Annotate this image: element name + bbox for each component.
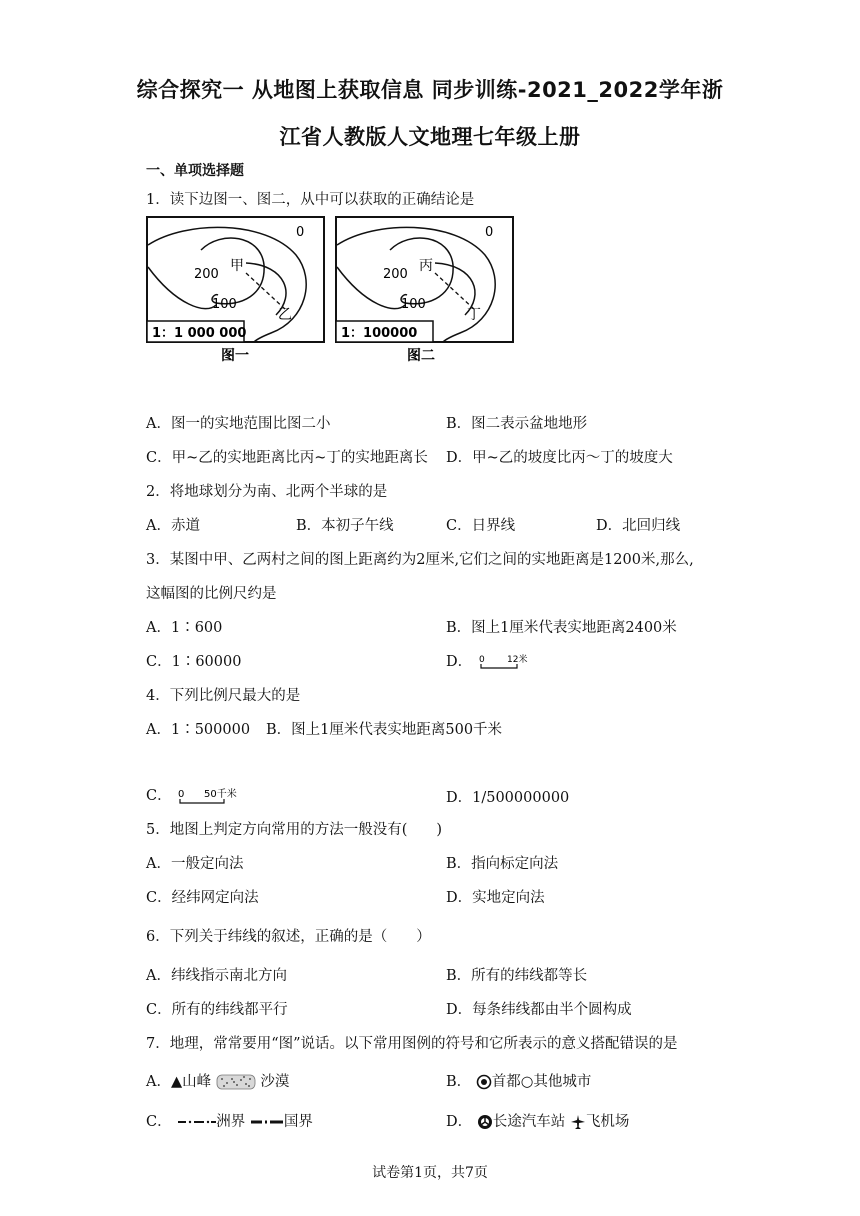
q5-option-c[interactable]: C．经纬网定向法	[146, 890, 259, 906]
q6-option-c[interactable]: C．所有的纬线都平行	[146, 1002, 288, 1018]
q7-option-a-label: A．	[146, 1074, 171, 1090]
q3-option-c[interactable]: C．1∶60000	[146, 654, 242, 670]
q6-option-d[interactable]: D．每条纬线都由半个圆构成	[446, 1002, 632, 1018]
q7-option-d-label: D．	[446, 1114, 473, 1130]
q5-stem: 5．地图上判定方向常用的方法一般没有( )	[146, 822, 443, 838]
q4-option-c-label: C．	[146, 788, 172, 804]
title-line-1: 综合探究一 从地图上获取信息 同步训练-2021_2022学年浙	[136, 78, 724, 102]
q2-option-c[interactable]: C．日界线	[446, 518, 516, 534]
fig1-label-100: 100	[212, 297, 237, 312]
airport-label: 飞机场	[585, 1114, 630, 1130]
fig2-label-200: 200	[383, 267, 408, 282]
q5-option-b[interactable]: B．指向标定向法	[446, 856, 559, 872]
section-heading: 一、单项选择题	[146, 163, 244, 179]
q3-option-a[interactable]: A．1∶600	[146, 620, 223, 636]
q2-option-b[interactable]: B．本初子午线	[296, 518, 394, 534]
q4-option-d[interactable]: D．1/500000000	[446, 790, 570, 806]
q4-stem: 4．下列比例尺最大的是	[146, 688, 301, 704]
fig1-scale: 1：1 000 000	[152, 326, 247, 341]
q1-figure-2	[335, 215, 515, 365]
q3-option-d[interactable]	[446, 650, 537, 671]
capital-icon	[476, 1074, 492, 1090]
q1-option-d[interactable]: D．甲~乙的坡度比丙～丁的坡度大	[446, 450, 673, 466]
fig2-label-100: 100	[401, 297, 426, 312]
q4-scale-bar-zero: 0	[178, 789, 185, 800]
q2-option-a[interactable]: A．赤道	[146, 518, 200, 534]
continent-boundary-label: 洲界	[216, 1114, 246, 1130]
q4-scale-bar	[176, 787, 248, 805]
q3-option-d-label: D．	[446, 654, 473, 670]
q6-stem: 6．下列关于纬线的叙述，正确的是（ ）	[146, 929, 431, 945]
q6-option-a[interactable]: A．纬线指示南北方向	[146, 968, 287, 984]
desert-icon	[216, 1073, 256, 1091]
fig1-label-zero: 0	[296, 225, 305, 240]
q3-stem-line-2: 这幅图的比例尺约是	[146, 586, 277, 602]
fig1-point-yi: 乙	[278, 307, 292, 323]
desert-label: 沙漠	[260, 1074, 290, 1090]
fig1-caption: 图一	[221, 348, 249, 364]
capital-label: 首都	[491, 1074, 521, 1090]
fig1-label-200: 200	[194, 267, 219, 282]
q3-option-b[interactable]: B．图上1厘米代表实地距离2400米	[446, 620, 677, 636]
country-boundary-label: 国界	[283, 1114, 313, 1130]
other-city-label: ○其他城市	[520, 1074, 592, 1090]
q7-option-a[interactable]	[146, 1070, 289, 1091]
q1-option-c[interactable]: C．甲~乙的实地距离比丙~丁的实地距离长	[146, 450, 428, 466]
country-boundary-icon	[250, 1117, 284, 1127]
q7-option-d[interactable]	[446, 1110, 629, 1131]
q2-option-d[interactable]: D．北回归线	[596, 518, 681, 534]
q4-option-c[interactable]	[146, 784, 248, 805]
mountain-peak-label: ▲山峰	[170, 1074, 212, 1090]
q1-figure-1	[146, 215, 326, 365]
fig2-scale: 1：100000	[341, 326, 418, 341]
q1-option-a[interactable]: A．图一的实地范围比图二小	[146, 416, 331, 432]
q7-option-b[interactable]	[446, 1070, 591, 1091]
q7-option-c[interactable]	[146, 1110, 313, 1131]
q1-option-b[interactable]: B．图二表示盆地地形	[446, 416, 588, 432]
q5-option-d[interactable]: D．实地定向法	[446, 890, 545, 906]
fig2-point-bing: 丙	[419, 258, 433, 274]
airport-icon	[570, 1114, 586, 1130]
q7-stem: 7．地理，常常要用“图”说话。以下常用图例的符号和它所表示的意义搭配错误的是	[146, 1036, 678, 1052]
q3-stem-line-1: 3．某图中甲、乙两村之间的图上距离约为2厘米,它们之间的实地距离是1200米,那么,	[146, 552, 694, 568]
continent-boundary-icon	[176, 1117, 216, 1127]
fig1-point-jia: 甲	[230, 258, 244, 274]
bus-station-icon	[477, 1114, 493, 1130]
page-footer: 试卷第1页，共7页	[372, 1165, 488, 1181]
q4-scale-bar-fifty: 50千米	[204, 789, 237, 800]
fig2-label-zero: 0	[485, 225, 494, 240]
q4-option-a[interactable]: A．1∶500000	[146, 722, 251, 738]
q3-scale-bar	[477, 653, 537, 671]
q5-option-a[interactable]: A．一般定向法	[146, 856, 244, 872]
q2-stem: 2．将地球划分为南、北两个半球的是	[146, 484, 388, 500]
q3-scale-bar-twelve: 12米	[506, 655, 528, 665]
q3-scale-bar-zero: 0	[478, 655, 485, 665]
q7-option-c-label: C．	[146, 1114, 172, 1130]
fig2-point-ding: 丁	[467, 307, 481, 323]
fig2-caption: 图二	[407, 348, 435, 364]
q7-option-b-label: B．	[446, 1074, 472, 1090]
q4-option-b[interactable]: B．图上1厘米代表实地距离500千米	[266, 722, 503, 738]
title-line-2: 江省人教版人文地理七年级上册	[279, 125, 581, 149]
q1-stem: 1．读下边图一、图二，从中可以获取的正确结论是	[146, 192, 475, 208]
q6-option-b[interactable]: B．所有的纬线都等长	[446, 968, 588, 984]
bus-station-label: 长途汽车站	[492, 1114, 566, 1130]
